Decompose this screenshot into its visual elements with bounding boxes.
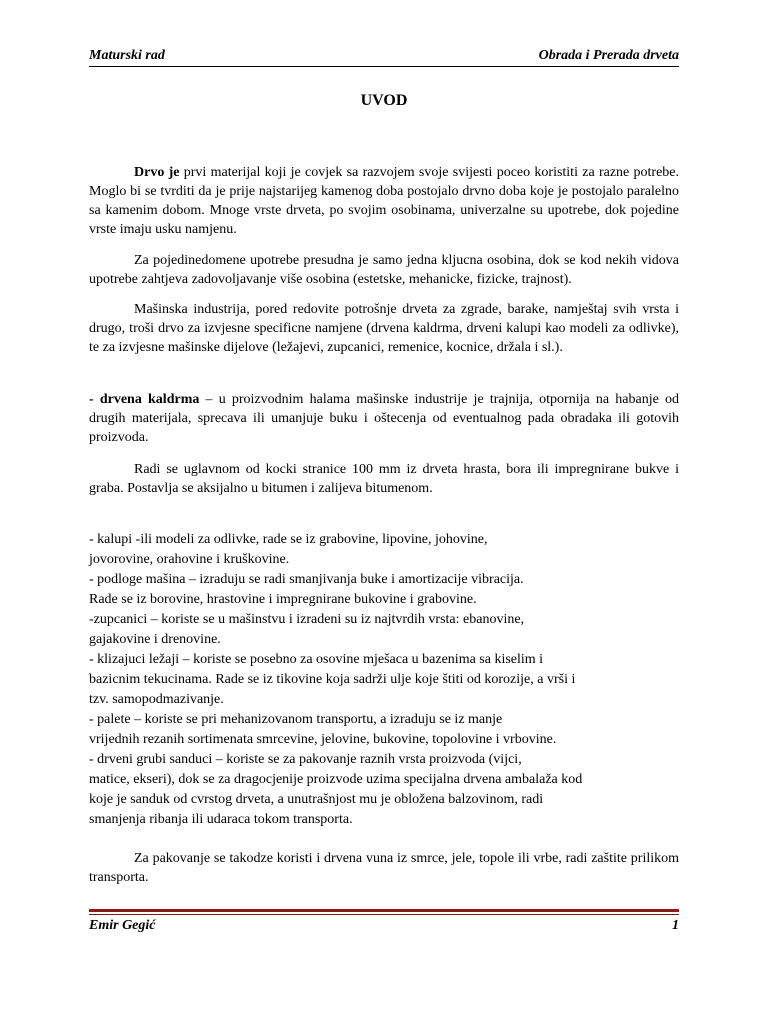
header-right-text: Obrada i Prerada drveta [538, 48, 679, 63]
paragraph-intro-bold: Drvo je [134, 165, 180, 180]
list-line: - klizajuci ležaji – koriste se posebno za osovine mješaca u bazenima sa kiselim i [89, 652, 544, 667]
paragraph-intro-text: prvi materijal koji je covjek sa razvojem svoje svijesti poceo koristiti za razne potrebe. Moglo bi se tvrditi da je prije najstarijeg kamenog doba postojalo drvno doba koje je postojalo paralelno sa kamenim dobom. Mnoge vrste drveta, po svojim osobinama, univerzalne su upotrebe, dok pojedine vrste imaju usku namjenu. [89, 165, 680, 237]
paragraph-intro [89, 163, 679, 239]
list-line: - palete – koriste se pri mehanizovanom transportu, a izraduju se iz manje [89, 712, 503, 727]
list-line: smanjenja ribanja ili udaraca tokom transporta. [89, 812, 353, 827]
paragraph-kaldrma-bold: - drvena kaldrma [89, 392, 200, 407]
footer-rule-thick [89, 909, 679, 912]
page-header [89, 42, 679, 67]
list-line: - drveni grubi sanduci – koriste se za pakovanje raznih vrsta proizvoda (vijci, [89, 752, 522, 767]
paragraph-packaging: Za pakovanje se takodze koristi i drvena vuna iz smrce, jele, topole ili vrbe, radi zaštite prilikom transporta. [89, 851, 679, 885]
list-line: bazicnim tekucinama. Rade se iz tikovine koja sadrži ulje koje štiti od korozije, a vrši i [89, 672, 576, 687]
footer-author: Emir Gegić [89, 918, 156, 933]
page-footer [89, 915, 679, 937]
list-line: - podloge mašina – izraduju se radi smanjivanja buke i amortizacije vibracija. [89, 572, 524, 587]
list-line: jovorovine, orahovine i kruškovine. [89, 552, 290, 567]
list-line: matice, ekseri), dok se za dragocjenije proizvode uzima specijalna drvena ambalaža kod [89, 772, 583, 787]
list-line: vrijednih rezanih sortimenata smrcevine, jelovine, bukovine, topolovine i vrbovine. [89, 732, 557, 747]
list-line: tzv. samopodmazivanje. [89, 692, 224, 707]
page-title: UVOD [360, 92, 408, 109]
footer-page-number: 1 [672, 918, 679, 933]
paragraph-kaldrma-text: – u proizvodnim halama mašinske industrije je trajnija, otpornija na habanje od drugih materijala, sprecava ili umanjuje buku i oštecenja od eventualnog pada obradaka ili gotovih proizvoda. [89, 392, 679, 445]
paragraph-properties: Za pojedinedomene upotrebe presudna je samo jedna kljucna osobina, dok se kod nekih vidova upotrebe zahtjeva zadovoljavanje više osobina (estetske, mehanicke, fizicke, trajnost). [89, 253, 679, 287]
list-line: -zupcanici – koriste se u mašinstvu i izradeni su iz najtvrdih vrsta: ebanovine, [89, 612, 525, 627]
list-line: Rade se iz borovine, hrastovine i impregnirane bukovine i grabovine. [89, 592, 477, 607]
paragraph-cubes: Radi se uglavnom od kocki stranice 100 mm iz drveta hrasta, bora ili impregnirane bukve i graba. Postavlja se aksijalno u bitumen i zalijeva bitumenom. [89, 462, 679, 496]
header-left-text: Maturski rad [89, 48, 165, 63]
list-line: - kalupi -ili modeli za odlivke, rade se iz grabovine, lipovine, johovine, [89, 532, 488, 547]
paragraph-industry: Mašinska industrija, pored redovite potrošnje drveta za zgrade, barake, namještaj svih vrsta i drugo, troši drvo za izvjesne specificne namjene (drvena kaldrma, drveni kalupi kao modeli za odlivke), te za izvjesne mašinske dijelove (ležajevi, zupcanici, remenice, kocnice, držala i sl.). [89, 302, 679, 355]
paragraph-kaldrma [89, 390, 679, 447]
list-line: gajakovine i drenovine. [89, 632, 221, 647]
uses-list [89, 530, 649, 830]
list-line: koje je sanduk od cvrstog drveta, a unutrašnjost mu je obložena balzovinom, radi [89, 792, 544, 807]
